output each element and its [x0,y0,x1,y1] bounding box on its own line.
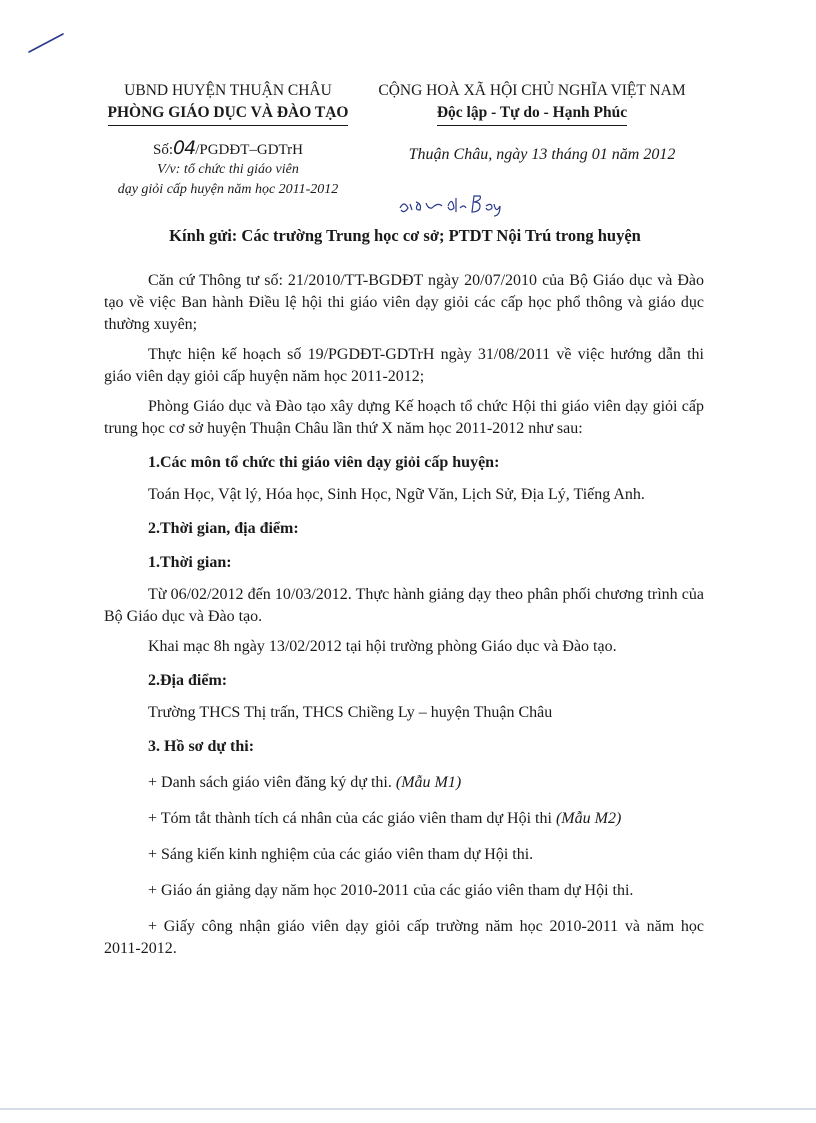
list-item: + Giấy công nhận giáo viên dạy giỏi cấp trường năm học 2010-2011 và năm học 2011-2012. [104,918,704,957]
section-1-heading: 1.Các môn tổ chức thi giáo viên dạy giỏi cấp huyện: [148,454,500,471]
subject-line-1: V/v: tổ chức thi giáo viên [157,162,299,177]
national-motto: Độc lập - Tự do - Hạnh Phúc [437,102,627,126]
doc-number-handwritten: 04 [173,137,196,159]
place-text: Trường THCS Thị trấn, THCS Chiềng Ly – huyện Thuận Châu [148,704,553,721]
section-2-heading: 2.Thời gian, địa điểm: [148,520,299,537]
handwritten-note [396,190,536,220]
scan-edge-line [0,1108,816,1110]
pen-stroke-mark [26,30,66,56]
paragraph: Phòng Giáo dục và Đào tạo xây dựng Kế hoạch tổ chức Hội thi giáo viên dạy giỏi cấp trung học cơ sở huyện Thuận Châu lần thứ X năm học 2011-2012 như sau: [104,398,704,437]
authority-name: UBND HUYỆN THUẬN CHÂU [124,82,332,99]
place-date: Thuận Châu, ngày 13 tháng 01 năm 2012 [408,146,676,163]
header-right [362,80,702,126]
header-left [78,80,378,126]
section-1-subjects: Toán Học, Vật lý, Hóa học, Sinh Học, Ngữ Văn, Lịch Sử, Địa Lý, Tiếng Anh. [148,486,645,503]
doc-number [78,138,378,160]
section-3-heading: 3. Hồ sơ dự thi: [148,738,255,755]
doc-number-prefix: Số: [152,142,173,158]
department-name: PHÒNG GIÁO DỤC VÀ ĐÀO TẠO [108,102,349,126]
list-item: + Sáng kiến kinh nghiệm của các giáo viên tham dự Hội thi. [148,846,534,863]
list-item: + Danh sách giáo viên đăng ký dự thi. (Mẫu M1) [148,774,462,791]
recipient-line: Kính gửi: Các trường Trung học cơ sở; PTDT Nội Trú trong huyện [169,226,641,245]
list-item: + Giáo án giảng dạy năm học 2010-2011 của các giáo viên tham dự Hội thi. [148,882,634,899]
subject-line-2: dạy giỏi cấp huyện năm học 2011-2012 [117,182,339,197]
opening-text: Khai mạc 8h ngày 13/02/2012 tại hội trường phòng Giáo dục và Đào tạo. [148,638,617,655]
paragraph: Thực hiện kế hoạch số 19/PGDĐT-GDTrH ngày 31/08/2011 về việc hướng dẫn thi giáo viên dạy giỏi cấp huyện năm học 2011-2012; [104,346,704,385]
place-heading: 2.Địa điểm: [148,672,228,689]
subject-block [78,160,378,200]
time-heading: 1.Thời gian: [148,554,232,571]
national-title: CỘNG HOÀ XÃ HỘI CHỦ NGHĨA VIỆT NAM [378,82,686,99]
doc-number-suffix: /PGDĐT–GDTrH [195,142,303,158]
document-body [104,270,704,968]
time-text: Từ 06/02/2012 đến 10/03/2012. Thực hành giảng dạy theo phân phối chương trình của Bộ Giáo dục và Đào tạo. [104,586,704,625]
list-item: + Tóm tắt thành tích cá nhân của các giáo viên tham dự Hội thi (Mẫu M2) [148,810,622,827]
paragraph: Căn cứ Thông tư số: 21/2010/TT-BGDĐT ngày 20/07/2010 của Bộ Giáo dục và Đào tạo về việc Ban hành Điều lệ hội thi giáo viên dạy giỏi các cấp học phổ thông và giáo dục thường xuyên; [104,272,704,333]
